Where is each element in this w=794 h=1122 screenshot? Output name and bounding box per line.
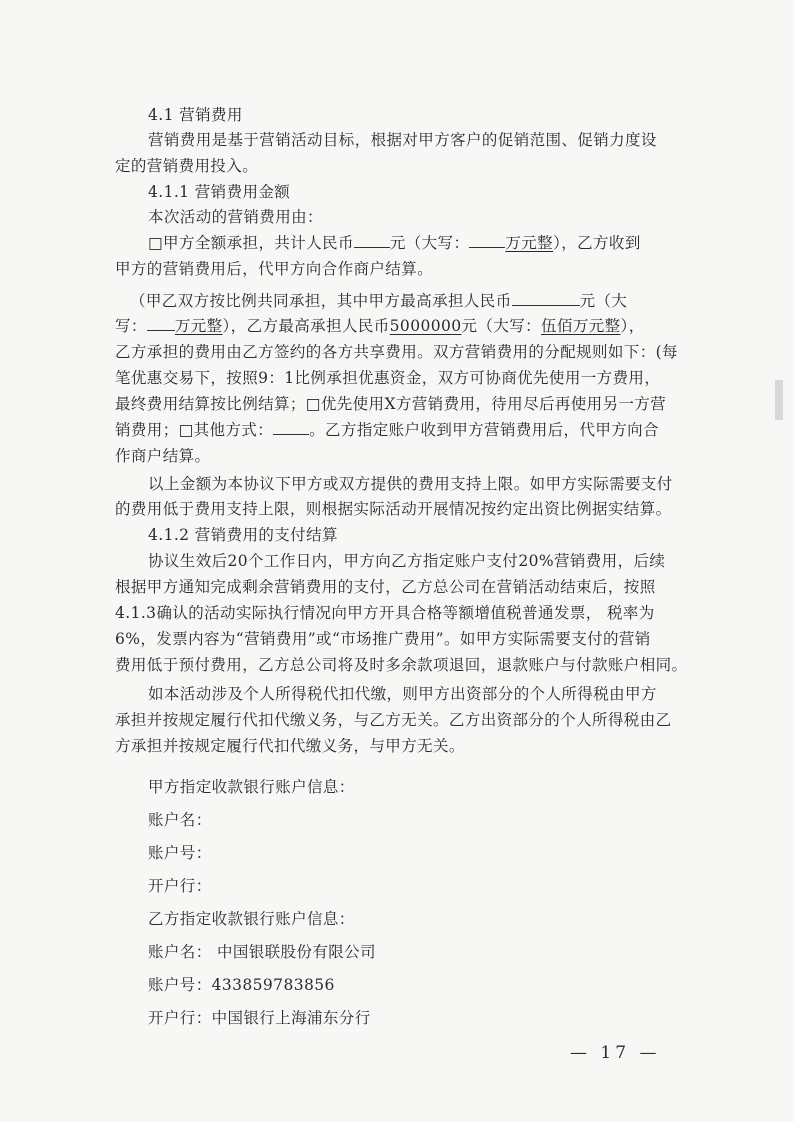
partyB-number-label: 账户号： [148,976,212,994]
partyB-bank-value: 中国银行上海浦东分行 [211,1009,371,1027]
scan-edge-mark [775,380,783,420]
partyB-bank-label: 开户行： [148,1009,212,1027]
amount-blank [354,233,390,248]
section-4-1-title: 4.1 营销费用 [148,106,243,124]
paragraph-line: 如本活动涉及个人所得税代扣代缴，则甲方出资部分的个人所得税由甲方 [148,685,657,703]
paragraph-line: 乙方承担的费用由乙方签约的各方共享费用。双方营销费用的分配规则如下：(每 [115,343,678,361]
option-full-text: 元（大写： [389,234,470,252]
option-shared-text: ）， [620,317,645,335]
section-4-1-1-title: 4.1.1 营销费用金额 [148,183,291,201]
partyB-number-row [148,974,728,996]
option-shared-line [115,315,695,337]
amount-words-suffix: 万元整 [505,234,554,252]
paragraph-line: 笔优惠交易下，按照9：1比例承担优惠资金，双方可协商优先使用一方费用， [115,369,661,387]
option-shared-text: 写： [115,317,147,335]
amount-words-blank [469,233,505,248]
option-shared-text: 元（大写： [461,317,542,335]
page-number: — 17 — [570,1043,661,1063]
partyB-number-value: 433859783856 [211,976,335,994]
paragraph-line: 4.1.3确认的活动实际执行情况向甲方开具合格等额增值税普通发票， 税率为 [115,604,655,622]
paragraph-line: 营销费用是基于营销活动目标，根据对甲方客户的促销范围、促销力度设 [148,131,657,149]
option-shared-text: 。乙方指定账户收到甲方营销费用后，代甲方向合 [309,421,659,439]
paragraph-line: 费用低于预付费用，乙方总公司将及时多余款项退回，退款账户与付款账户相同。 [115,656,688,674]
amount-blank [512,291,580,306]
partyB-bank-title: 乙方指定收款银行账户信息： [148,910,355,928]
paragraph-line: 最终费用结算按比例结算；□优先使用X方营销费用，待用尽后再使用另一方营 [115,395,667,413]
option-shared-line [130,290,710,312]
amount-words-suffix: 万元整 [174,317,223,335]
option-full-line [148,232,728,254]
partyA-bank-title: 甲方指定收款银行账户信息： [148,778,355,796]
partyA-bank-label: 开户行： [148,877,212,895]
paragraph-line: 以上金额为本协议下甲方或双方提供的费用支持上限。如甲方实际需要支付 [148,475,673,493]
paragraph-line: 方承担并按规定履行代扣代缴义务，与甲方无关。 [115,737,465,755]
paragraph-line: 6%，发票内容为“营销费用”或“市场推广费用”。如甲方实际需要支付的营销 [115,630,651,648]
paragraph-line: 根据甲方通知完成剩余营销费用的支付，乙方总公司在营销活动结束后，按照 [115,578,656,596]
partyB-name-label: 账户名： [148,943,212,961]
partyB-name-value: 中国银联股份有限公司 [216,943,376,961]
paragraph-line: 本次活动的营销费用由： [148,208,323,226]
paragraph-line: 定的营销费用投入。 [115,157,259,175]
option-full-text: ），乙方收到 [553,234,641,252]
option-shared-line [115,419,695,441]
paragraph-line: 甲方的营销费用后，代甲方向合作商户结算。 [115,260,434,278]
paragraph-line: 作商户结算。 [115,447,211,465]
section-4-1-2-title: 4.1.2 营销费用的支付结算 [148,526,338,544]
other-method-blank [273,420,309,435]
partyB-amount: 5000000 [389,317,462,335]
partyA-number-label: 账户号： [148,844,212,862]
option-shared-text: 元（大 [579,292,628,310]
partyB-amount-words: 伍佰万元整 [541,317,621,335]
option-shared-text: （甲乙双方按比例共同承担，其中甲方最高承担人民币 [130,292,512,310]
amount-words-blank [147,316,175,331]
partyA-name-label: 账户名： [148,811,212,829]
paragraph-line: 协议生效后20个工作日内，甲方向乙方指定账户支付20%营销费用，后续 [148,552,666,570]
partyB-bank-row [148,1007,728,1029]
option-shared-text: ），乙方最高承担人民币 [222,317,390,335]
partyB-name-row [148,941,728,963]
option-shared-text: 销费用；□其他方式： [115,421,274,439]
paragraph-line: 的费用低于费用支持上限，则根据实际活动开展情况按约定出资比例据实结算。 [115,500,672,518]
option-full-text: □甲方全额承担，共计人民币 [148,234,354,252]
paragraph-line: 承担并按规定履行代扣代缴义务，与乙方无关。乙方出资部分的个人所得税由乙 [115,711,672,729]
